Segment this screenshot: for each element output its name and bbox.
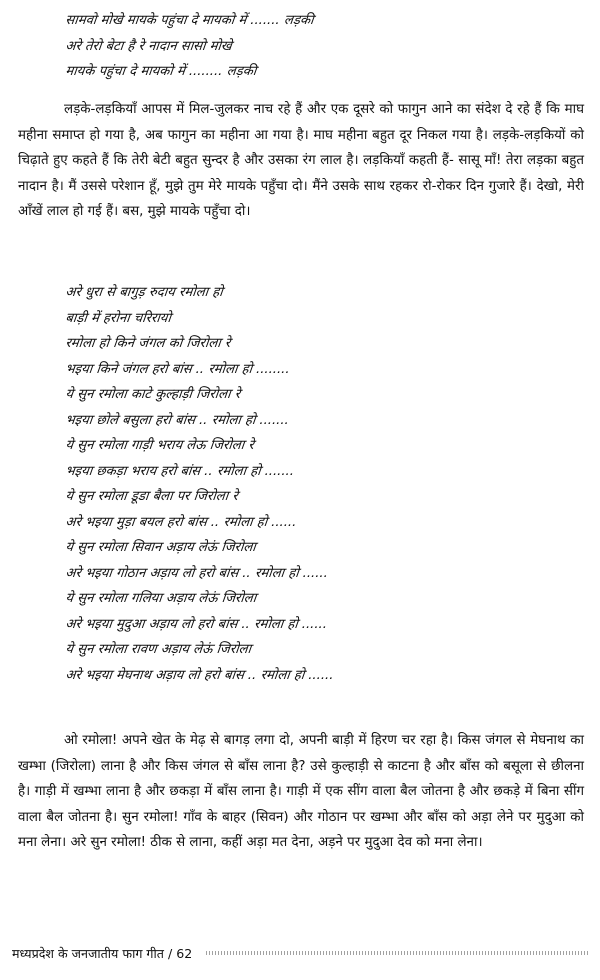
verse-line: ये सुन रमोला गलिया अड़ाय लेऊं जिरोला (64, 591, 257, 606)
footer-rule (206, 951, 588, 955)
page-footer (12, 942, 588, 964)
verse-line: अरे भइया मुदुआ अड़ाय लो हरो बांस .. रमोला हो ...... (64, 616, 328, 632)
verse-line: अरे धुरा से बागुड़ रुदाय रमोला हो (64, 285, 224, 300)
verse-line: रमोला हो किने जंगल को जिरोला रे (64, 336, 232, 351)
verse-line: अरे तेरो बेटा है रे नादान सासो मोखे (64, 38, 233, 54)
prose-paragraph-2: ओ रमोला! अपने खेत के मेढ़ से बागड़ लगा दो, अपनी बाड़ी में हिरण चर रहा है। किस जंगल से मेघनाथ का खम्भा (जिरोला) लाना है और किस जंगल से बाँस लाना है? उसे कुल्हाड़ी से काटना है और बाँस को बसूला से छीलना है। गाड़ी में खम्भा लाना है और छकड़ा में बाँस लाना है। गाड़ी में एक सींग वाला बैल जोतना है और छकड़े में बिना सींग वाला बैल जोतना है। सुन रमोला! गाँव के बाहर (सिवन) और गोठान पर खम्भा और बाँस को अड़ा लेने पर मुदुआ को मना लेना। अरे सुन रमोला! ठीक से लाना, कहीं अड़ा मत देना, अड़ने पर मुदुआ देव को मना लेना। (18, 733, 584, 851)
verse-line: ये सुन रमोला सिवान अड़ाय लेऊं जिरोला (64, 540, 257, 555)
verse-line: ये सुन रमोला डूडा बैला पर जिरोला रे (64, 489, 239, 504)
verse-line: भइया छकड़ा भराय हरो बांस .. रमोला हो ....... (64, 463, 295, 479)
verse-line: भइया किने जंगल हरो बांस .. रमोला हो ........ (64, 361, 291, 377)
verse-line: मायके पहुंचा दे मायको में ........ लड़की (64, 64, 258, 79)
verse-line: अरे भइया मुड़ा बयल हरो बांस .. रमोला हो ...... (64, 514, 298, 530)
verse-line: ये सुन रमोला गाड़ी भराय लेऊ जिरोला रे (64, 438, 255, 453)
verse-line: अरे भइया मेघनाथ अड़ाय लो हरो बांस .. रमोला हो ...... (64, 667, 335, 683)
prose-paragraph-1: लड़के-लड़कियाँ आपस में मिल-जुलकर नाच रहे हैं और एक दूसरे को फागुन आने का संदेश दे रहे हैं कि माघ महीना समाप्त हो गया है, अब फागुन का महीना आ गया है। माघ महीना बहुत दूर निकल गया है। लड़के-लड़कियों को चिढ़ाते हुए कहते हैं कि तेरी बेटी बहुत सुन्दर है और उसका रंग लाल है। लड़कियाँ कहती हैं- सासू माँ! तेरा लड़का बहुत नादान है। मैं उससे परेशान हूँ, मुझे तुम मेरे मायके पहुँचा दो। मैंने उसके साथ रहकर रो-रोकर दिन गुजारे हैं। देखो, मेरी आँखें लाल हो गई हैं। बस, मुझे मायके पहुँचा दो। (18, 102, 584, 220)
verse-line: ये सुन रमोला काटे कुल्हाड़ी जिरोला रे (64, 387, 241, 402)
verse-line: भइया छोले बसुला हरो बांस .. रमोला हो ....... (64, 412, 290, 428)
verse-line: अरे भइया गोठान अड़ाय लो हरो बांस .. रमोला हो ...... (64, 565, 329, 581)
verse-line: बाड़ी में हरोना चरिरायो (64, 310, 172, 326)
running-title: मध्यप्रदेश के जनजातीय फाग गीत / 62 (12, 945, 193, 961)
verse-block-1 (64, 8, 315, 85)
verse-line: ये सुन रमोला रावण अड़ाय लेऊं जिरोला (64, 642, 252, 657)
verse-line: सामवो मोखे मायके पहुंचा दे मायको में ....... लड़की (64, 13, 315, 28)
verse-block-2 (64, 280, 335, 688)
